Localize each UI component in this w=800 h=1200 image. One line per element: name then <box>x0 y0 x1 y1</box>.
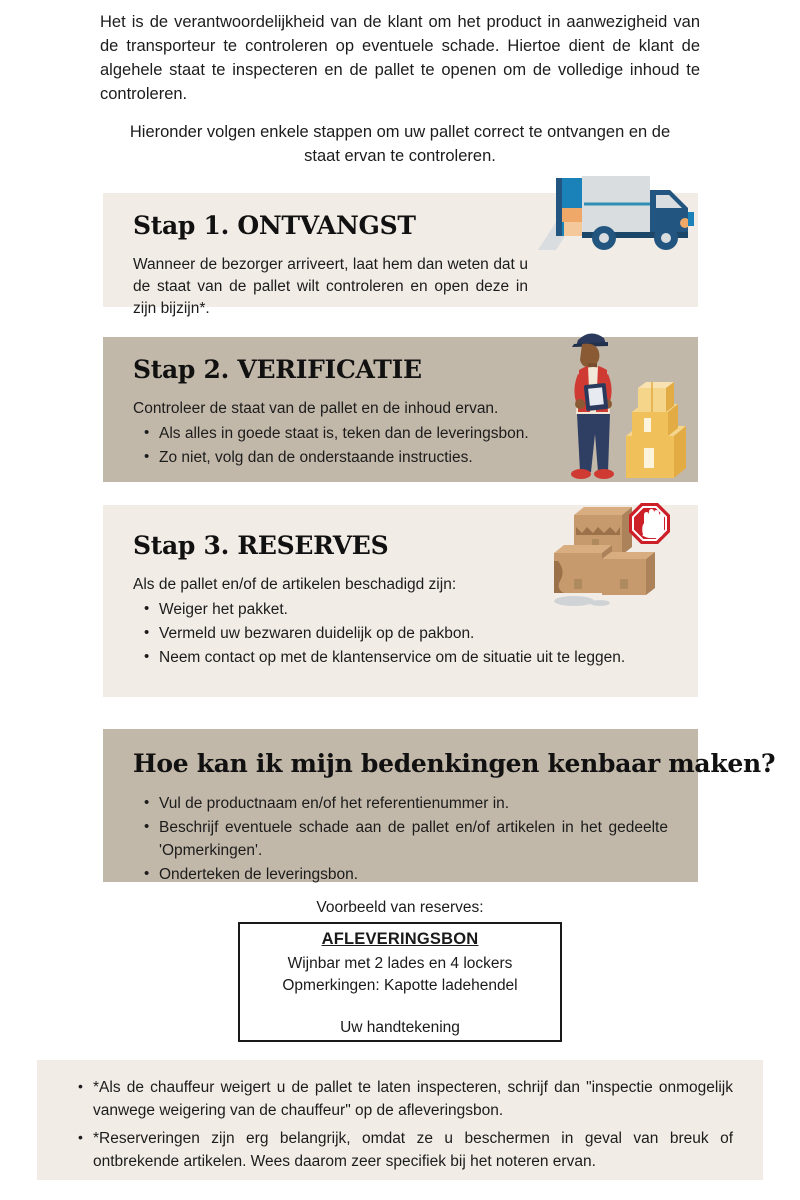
intro-block <box>100 10 700 168</box>
delivery-truck-illustration <box>538 168 698 254</box>
step-2-bullet-list <box>133 422 538 469</box>
receipt-line-1: Wijnbar met 2 lades en 4 lockers <box>287 955 513 972</box>
list-item: • *Als de chauffeur weigert u de pallet te laten inspecteren, schrijf dan "inspectie onmogelijk vanwege weigering van de chauffeur" op de afleveringsbon. <box>93 1076 733 1122</box>
intro-subtitle: Hieronder volgen enkele stappen om uw pallet correct te ontvangen en de staat ervan te controleren. <box>129 123 671 165</box>
receipt-line-2: Opmerkingen: Kapotte ladehendel <box>282 977 518 994</box>
step-2-body: Controleer de staat van de pallet en de inhoud ervan. <box>133 400 499 417</box>
step-2-title: Stap 2. VERIFICATIE <box>133 355 422 384</box>
intro-paragraph: Het is de verantwoordelijkheid van de klant om het product in aanwezigheid van de transporteur te controleren op eventuele schade. Hiertoe dient de klant de algehele staat te inspecteren en de pallet te openen om de volledige inhoud te controleren. <box>100 13 700 103</box>
list-item: • Neem contact op met de klantenservice om de situatie uit te leggen. <box>159 646 670 669</box>
list-item: • Zo niet, volg dan de onderstaande instructies. <box>159 446 538 469</box>
receipt-title: AFLEVERINGSBON <box>321 930 479 948</box>
list-item: • *Reserveringen zijn erg belangrijk, omdat ze u beschermen in geval van breuk of ontbrekende artikelen. Wees daarom zeer specifiek bij het noteren ervan. <box>93 1127 733 1173</box>
list-item: • Vul de productnaam en/of het referentienummer in. <box>159 792 668 815</box>
list-item: • Beschrijf eventuele schade aan de pallet en/of artikelen in het gedeelte 'Opmerkingen'. <box>159 816 668 862</box>
footer-notes-box <box>37 1060 763 1180</box>
delivery-person-illustration <box>558 326 698 482</box>
receipt-signature-line: Uw handtekening <box>340 1019 460 1036</box>
step-3-title: Stap 3. RESERVES <box>133 531 389 560</box>
list-item: • Weiger het pakket. <box>159 598 670 621</box>
list-item: • Vermeld uw bezwaren duidelijk op de pakbon. <box>159 622 670 645</box>
list-item: • Onderteken de leveringsbon. <box>159 863 668 886</box>
list-item: • Als alles in goede staat is, teken dan de leveringsbon. <box>159 422 538 445</box>
footer-note-list <box>67 1076 733 1173</box>
question-section-card <box>103 729 776 883</box>
damaged-boxes-stop-sign-illustration <box>548 497 678 609</box>
step-1-body: Wanneer de bezorger arriveert, laat hem dan weten dat u de staat van de pallet wilt controleren en open deze in zijn bijzijn*. <box>133 256 528 317</box>
example-label: Voorbeeld van reserves: <box>316 899 484 916</box>
step-1-title: Stap 1. ONTVANGST <box>133 211 416 240</box>
step-3-body: Als de pallet en/of de artikelen beschadigd zijn: <box>133 576 457 593</box>
delivery-note-example-box <box>238 922 562 1042</box>
question-section-title: Hoe kan ik mijn bedenkingen kenbaar maken? <box>133 749 776 778</box>
question-section-bullet-list <box>133 792 668 886</box>
